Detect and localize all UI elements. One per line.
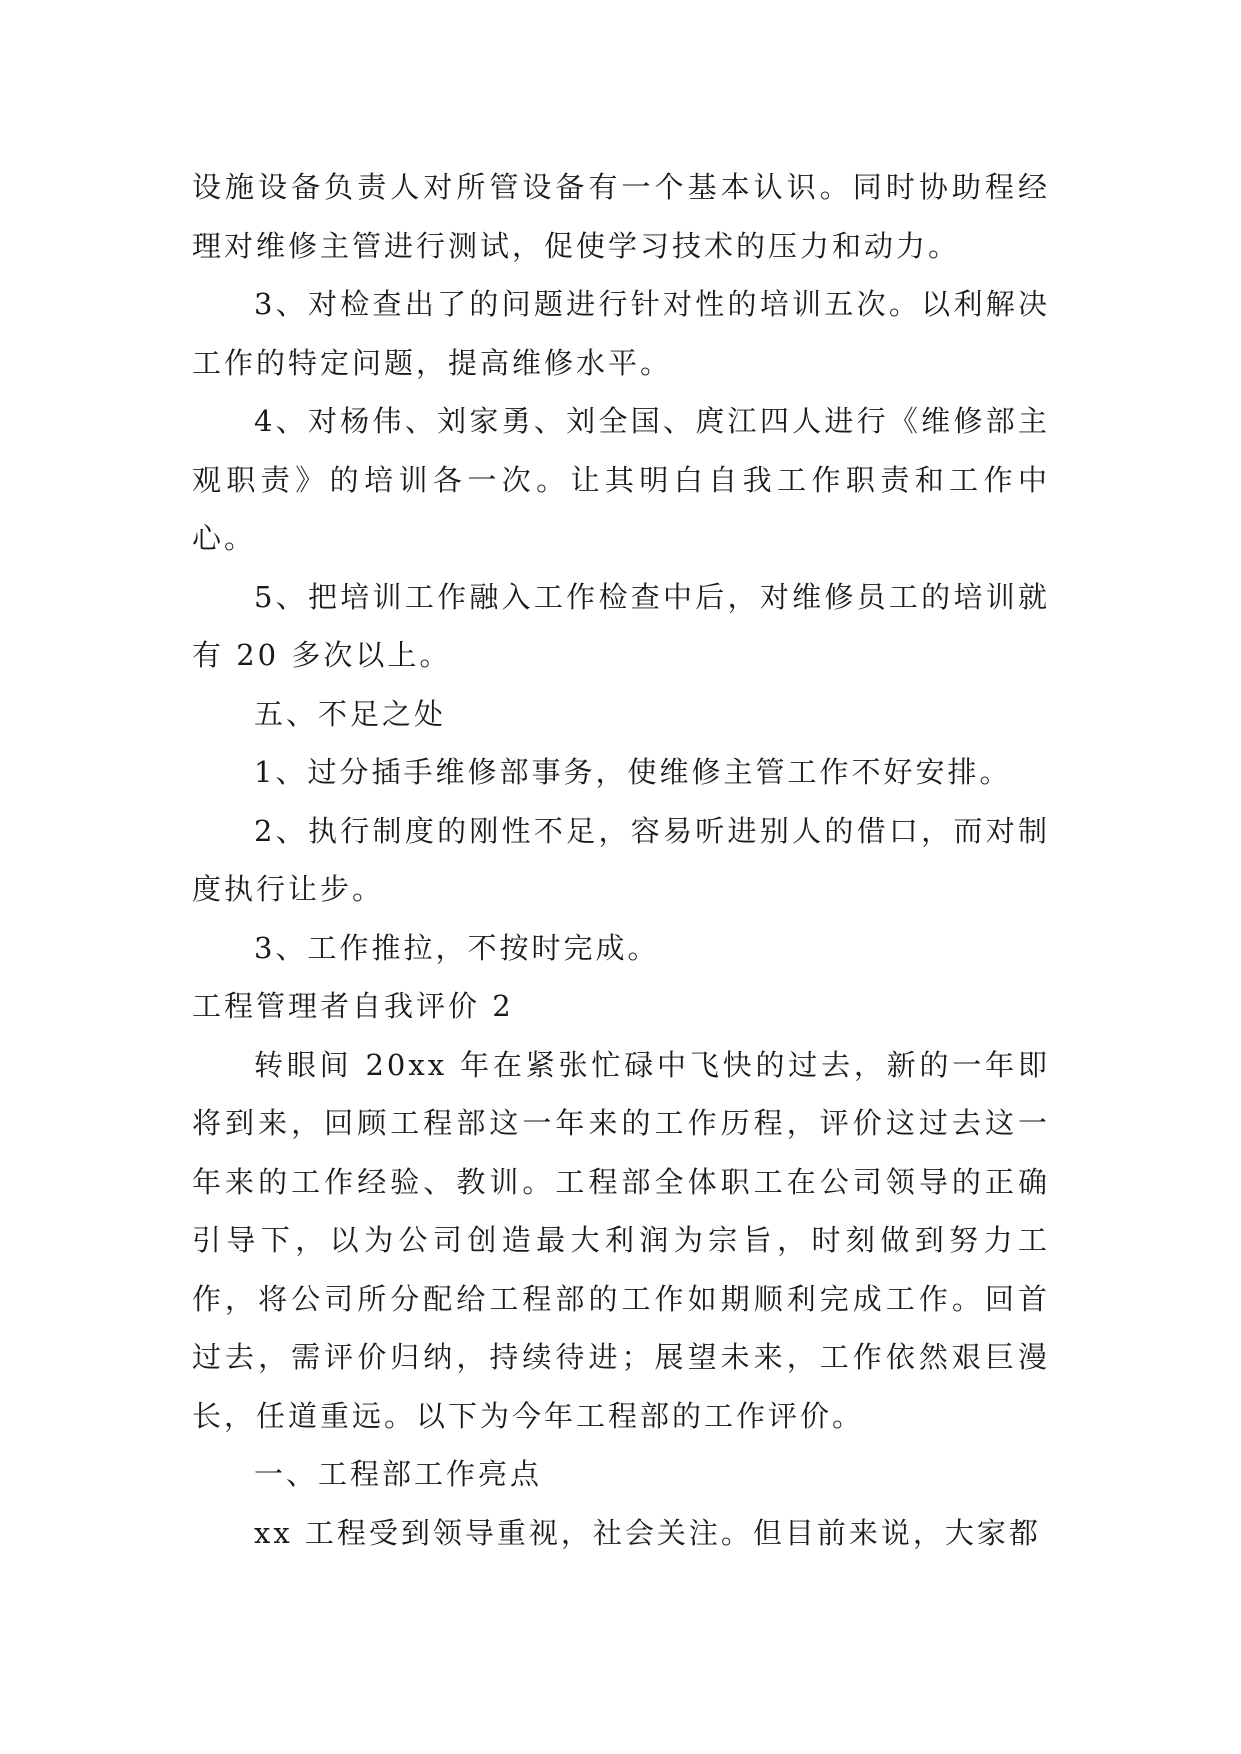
paragraph-shortcoming-1: 1、过分插手维修部事务，使维修主管工作不好安排。 bbox=[254, 755, 1012, 789]
section-heading-highlights: 一、工程部工作亮点 bbox=[254, 1457, 543, 1491]
paragraph-shortcoming-3: 3、工作推拉，不按时完成。 bbox=[254, 930, 660, 965]
paragraph-training-item-4: 4、对杨伟、刘家勇、刘全国、庹江四人进行《维修部主观职责》的培训各一次。让其明白自我工作职责和工作中心。 bbox=[192, 404, 1050, 555]
document-title-self-evaluation-2: 工程管理者自我评价 2 bbox=[192, 989, 514, 1023]
section-heading-shortcomings: 五、不足之处 bbox=[254, 696, 447, 731]
paragraph-project-attention: xx 工程受到领导重视，社会关注。但目前来说，大家都 bbox=[254, 1515, 1041, 1550]
paragraph-equipment-awareness: 设施设备负责人对所管设备有一个基本认识。同时协助程经理对维修主管进行测试，促使学习技术的压力和动力。 bbox=[192, 170, 1050, 263]
paragraph-training-item-3: 3、对检查出了的问题进行针对性的培训五次。以利解决工作的特定问题，提高维修水平。 bbox=[192, 287, 1050, 380]
paragraph-training-item-5: 5、把培训工作融入工作检查中后，对维修员工的培训就有 20 多次以上。 bbox=[192, 579, 1050, 672]
paragraph-shortcoming-2: 2、执行制度的刚性不足，容易听进别人的借口，而对制度执行让步。 bbox=[192, 813, 1050, 906]
paragraph-year-review: 转眼间 20xx 年在紧张忙碌中飞快的过去，新的一年即将到来，回顾工程部这一年来的工作历程，评价这过去这一年来的工作经验、教训。工程部全体职工在公司领导的正确引导下，以为公司创造最大利润为宗旨，时刻做到努力工作，将公司所分配给工程部的工作如期顺利完成工作。回首过去，需评价归纳，持续待进；展望未来，工作依然艰巨漫长，任道重远。以下为今年工程部的工作评价。 bbox=[192, 1047, 1050, 1433]
document-body bbox=[192, 158, 1050, 1562]
